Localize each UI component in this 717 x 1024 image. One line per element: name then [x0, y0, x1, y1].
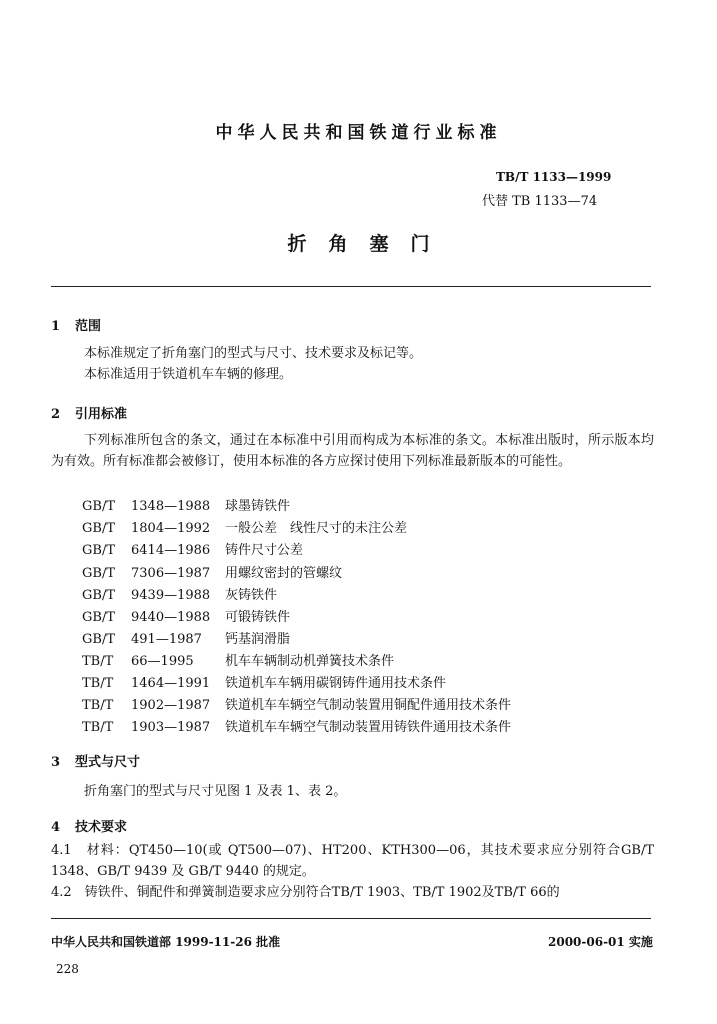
clause-4-2: 4.2 铸铁件、铜配件和弹簧制造要求应分别符合TB/T 1903、TB/T 1902及TB/T 66的 — [51, 885, 560, 900]
section-3-title: 型式与尺寸 — [75, 755, 141, 770]
section-3-number: 3 — [51, 755, 61, 770]
section-1-heading — [51, 315, 101, 334]
section-2-heading — [51, 403, 127, 422]
section-1-title: 范围 — [75, 319, 102, 334]
reference-item: TB/T 1464—1991 铁道机车车辆用碳钢铸件通用技术条件 — [82, 676, 447, 691]
reference-item: GB/T 1804—1992 一般公差 线性尺寸的未注公差 — [82, 521, 408, 536]
section-4-heading — [51, 816, 127, 835]
section-4-title: 技术要求 — [75, 820, 128, 835]
reference-item: GB/T 9439—1988 灰铸铁件 — [82, 588, 278, 603]
scope-paragraph-2: 本标准适用于铁道机车车辆的修理。 — [84, 367, 293, 382]
header-divider — [51, 286, 651, 287]
reference-item: GB/T 6414—1986 铸件尺寸公差 — [82, 543, 304, 558]
reference-item: TB/T 1903—1987 铁道机车车辆空气制动装置用铸铁件通用技术条件 — [82, 720, 512, 735]
issuing-organization: 中华人民共和国铁道行业标准 — [215, 123, 502, 143]
reference-item: GB/T 491—1987 钙基润滑脂 — [82, 632, 291, 647]
section-2-number: 2 — [51, 407, 61, 422]
page-number: 228 — [56, 962, 79, 976]
reference-item: GB/T 7306—1987 用螺纹密封的管螺纹 — [82, 566, 343, 581]
scope-paragraph-1: 本标准规定了折角塞门的型式与尺寸、技术要求及标记等。 — [84, 346, 423, 361]
clause-4-1: 4.1 材料：QT450—10(或 QT500—07)、HT200、KTH300—06，其技术要求应分别符合GB/T 1348、GB/T 9439 及 GB/T 9440 的规定。 — [51, 843, 654, 879]
approval-line: 中华人民共和国铁道部 1999-11-26 批准 — [51, 935, 281, 949]
implementation-date: 2000-06-01 实施 — [548, 935, 653, 949]
document-title: 折角塞门 — [287, 233, 452, 255]
references-intro: 下列标准所包含的条文，通过在本标准中引用而构成为本标准的条文。本标准出版时，所示版本均为有效。所有标准都会被修订，使用本标准的各方应探讨使用下列标准最新版本的可能性。 — [51, 433, 654, 469]
reference-item: TB/T 66—1995 机车车辆制动机弹簧技术条件 — [82, 654, 395, 669]
footer-divider — [51, 918, 651, 919]
section-2-title: 引用标准 — [75, 407, 128, 422]
replaces-standard: 代替 TB 1133—74 — [482, 194, 598, 209]
section-3-paragraph: 折角塞门的型式与尺寸见图 1 及表 1、表 2。 — [84, 784, 347, 799]
reference-item: GB/T 9440—1988 可锻铸铁件 — [82, 610, 291, 625]
section-1-number: 1 — [51, 319, 61, 334]
standard-code: TB/T 1133—1999 — [496, 170, 612, 184]
section-3-heading — [51, 751, 140, 770]
reference-item: GB/T 1348—1988 球墨铸铁件 — [82, 499, 291, 514]
reference-item: TB/T 1902—1987 铁道机车车辆空气制动装置用铜配件通用技术条件 — [82, 698, 512, 713]
section-4-number: 4 — [51, 820, 61, 835]
